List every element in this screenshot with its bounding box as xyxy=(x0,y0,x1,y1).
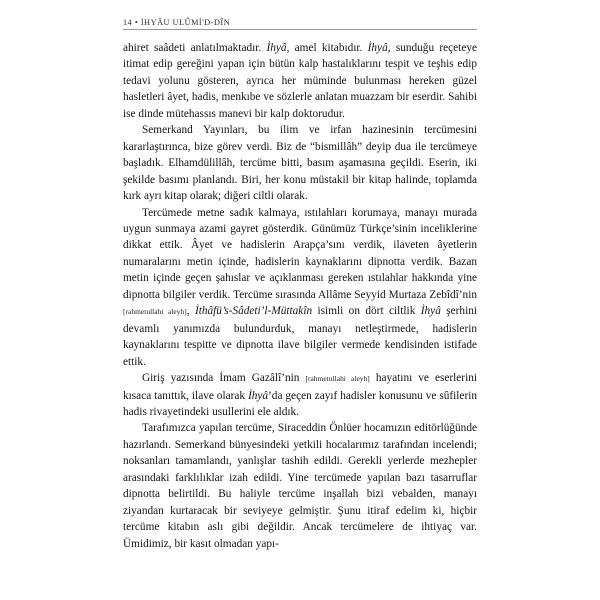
text-run: ’da geçen zayıf hadisler konusunu ve sûfilerin hadis rivayetindeki usullerini ele aldık. xyxy=(123,389,477,418)
paragraph xyxy=(123,122,477,204)
text-run: Semerkand Yayınları, bu ilim ve irfan hazinesinin tercümesini kararlaştırınca, bize görev verdi. Biz de “bismillâh” deyip dua ile tercümeye başladık. Elhamdülillâh, tercüme bitti, basım aşamasına geçildi. Eserin, iki şekilde basımı planlandı. Biri, her konu müstakil bir kitap halinde, toplamda kırk ayrı kitap olarak; diğeri ciltli olarak. xyxy=(123,124,477,203)
text-run: , amel kitabıdır. xyxy=(286,42,368,54)
italic-title: İhyâ xyxy=(247,389,269,402)
text-run: Tarafımızca yapılan tercüme, Siraceddin Önlüer hocamızın editörlüğünde hazırlandı. Semerkand bünyesindeki yetkili hocalarımız tarafından incelendi; noksanları tamamlandı, yanlışlar tashih edildi. Gerekli yerlerde mezhepler arasındaki farklılıklar izah edildi. Yine tercümede yapılan bazı tasarruflar dipnotta belirtildi. Bu haliyle tercüme inşallah bizi vebalden, manayı ziyandan kurtaracak bir seviyeye gelmiştir. Şunu itiraf edelim ki, hiçbir tercüme kitabın aslı gibi değildir. Ancak tercümelere de ihtiyaç var. Ümidimiz, bir kasıt olmadan yapı- xyxy=(123,422,477,550)
text-run: Giriş yazısında İmam Gazâlî’nin xyxy=(142,372,306,385)
text-run: , sunduğu reçeteye itimat edip gereğini yapan için bütün kalp hastalıklarını tespit ve teşhis edip tedavi yolunu gösteren, ayrıca her müminde bulunması hereken güzel hasletleri âyet, hadis, menkıbe ve sözlerle anlatan muazzam bir eserdir. Sahibi ise dinde mütehassıs manevi bir kalp doktorudur. xyxy=(123,42,477,120)
paragraph xyxy=(123,40,477,122)
text-run: Tercümede metne sadık kalmaya, ıstılahları korumaya, manayı murada uygun sunmaya azami gayret gösterdik. Günümüz Türkçe’sinin inceliklerine dikkat ettik. Âyet ve hadislerin Arapça’sını verdik, ilaveten âyetlerin numaralarını metin içinde, hadislerin kaynaklarını dipnotta verdik. Bazan metin içinde geçen şahıslar ve açıklanması gereken ıstılahlar hakkında yine dipnotta bilgiler verdik. Tercüme sırasında Allâme Seyyid Murtaza Zebîdî’nin xyxy=(123,206,477,301)
text-run: isimli on dört ciltlik xyxy=(312,305,421,318)
paragraph xyxy=(123,420,477,552)
text-run: , xyxy=(186,305,195,318)
running-head-label: 14 • İHYÂU ULÛMİ'D-DÎN xyxy=(123,18,231,27)
running-head-rule xyxy=(123,29,477,30)
honorific-note: [rahmetullahi aleyh] xyxy=(123,307,187,317)
paragraph xyxy=(123,370,477,420)
italic-title: İthâfü’s-Sâdeti’l-Müttakîn xyxy=(194,305,313,318)
italic-title: İhyâ xyxy=(266,42,287,54)
italic-title: İhyâ xyxy=(420,305,441,318)
text-run: ahiret saâdeti anlatılmaktadır. xyxy=(123,42,267,54)
text-run: şerhini devamlı yanımızda bulundurduk, manayı netleştirmede, hadislerin kaynaklarını tespitte ve dipnotta ilave bilgiler vermede kendisinden istifade ettik. xyxy=(123,305,478,368)
body-text-block xyxy=(123,40,477,552)
text-run: hayatını ve eserlerini kısaca tanıttık, ilave olarak xyxy=(123,372,477,402)
paragraph xyxy=(123,205,477,371)
honorific-note: [rahmetullahi aleyh] xyxy=(305,374,370,384)
italic-title: İhyâ xyxy=(367,42,388,54)
running-head xyxy=(123,17,477,31)
